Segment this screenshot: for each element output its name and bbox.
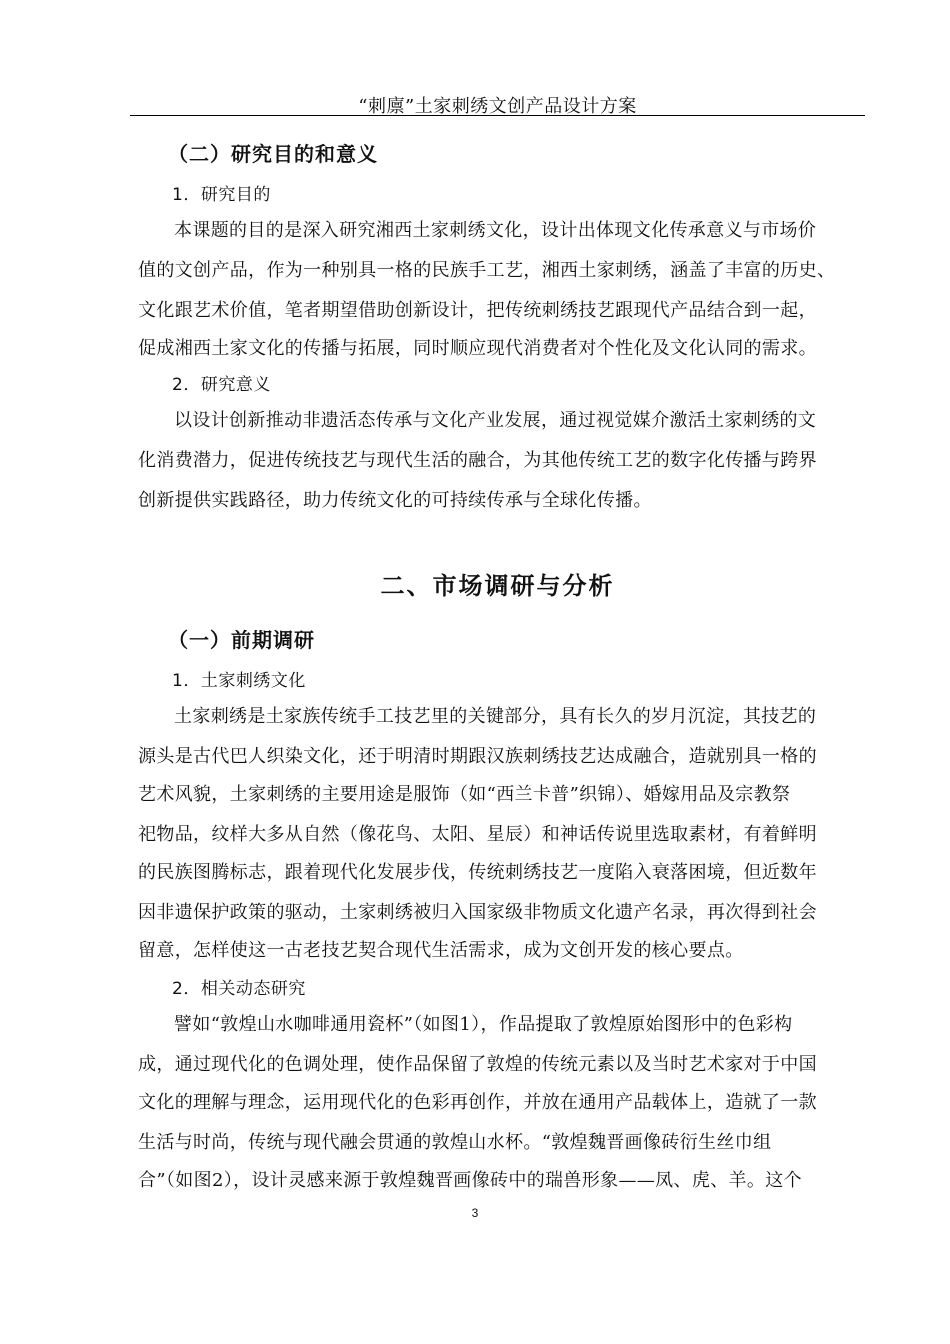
paragraph-line: 以设计创新推动非遗活态传承与文化产业发展，通过视觉媒介激活土家刺绣的文 [174, 410, 817, 431]
paragraph-line: 化消费潜力，促进传统技艺与现代生活的融合，为其他传统工艺的数字化传播与跨界 [138, 450, 817, 471]
header-rule [130, 115, 865, 116]
paragraph-line: 的民族图腾标志，跟着现代化发展步伐，传统刺绣技艺一度陷入衰落困境，但近数年 [138, 862, 817, 883]
paragraph-line: 促成湘西土家文化的传播与拓展，同时顺应现代消费者对个性化及文化认同的需求。 [138, 338, 817, 359]
subheading-research-significance: 2．研究意义 [172, 375, 271, 395]
section-heading-preliminary-research: （一）前期调研 [168, 628, 315, 652]
paragraph-line: 艺术风貌，土家刺绣的主要用途是服饰（如“西兰卡普”织锦）、婚嫁用品及宗教祭 [138, 784, 791, 805]
paragraph-line: 文化跟艺术价值，笔者期望借助创新设计，把传统刺绣技艺跟现代产品结合到一起， [138, 300, 817, 321]
subheading-tujia-embroidery-culture: 1．土家刺绣文化 [172, 671, 306, 691]
paragraph-line: 留意，怎样使这一古老技艺契合现代生活需求，成为文创开发的核心要点。 [138, 940, 744, 961]
paragraph-line: 文化的理解与理念，运用现代化的色彩再创作，并放在通用产品载体上，造就了一款 [138, 1092, 817, 1113]
subheading-research-purpose: 1．研究目的 [172, 185, 271, 205]
paragraph-line: 土家刺绣是土家族传统手工技艺里的关键部分，具有长久的岁月沉淀，其技艺的 [174, 706, 817, 727]
paragraph-line: 源头是古代巴人织染文化，还于明清时期跟汉族刺绣技艺达成融合，造就别具一格的 [138, 746, 817, 767]
paragraph-line: 譬如“敦煌山水咖啡通用瓷杯”（如图1），作品提取了敦煌原始图形中的色彩构 [174, 1014, 793, 1035]
paragraph-line: 生活与时尚，传统与现代融会贯通的敦煌山水杯。“敦煌魏晋画像砖衍生丝巾组 [138, 1132, 772, 1153]
page-number: 3 [471, 1206, 479, 1220]
chapter-heading: 二、市场调研与分析 [380, 572, 615, 600]
paragraph-line: 祀物品，纹样大多从自然（像花鸟、太阳、星辰）和神话传说里选取素材，有着鲜明 [138, 824, 817, 845]
paragraph-line: 值的文创产品，作为一种别具一格的民族手工艺，湘西土家刺绣，涵盖了丰富的历史、 [138, 260, 836, 281]
paragraph-line: 合”（如图2），设计灵感来源于敦煌魏晋画像砖中的瑞兽形象——凤、虎、羊。这个 [138, 1170, 802, 1191]
section-heading-purpose: （二）研究目的和意义 [168, 142, 378, 166]
paragraph-line: 本课题的目的是深入研究湘西土家刺绣文化，设计出体现文化传承意义与市场价 [174, 220, 817, 241]
subheading-related-research: 2．相关动态研究 [172, 979, 306, 999]
running-header: “刺廪”土家刺绣文创产品设计方案 [358, 96, 637, 117]
paragraph-line: 成，通过现代化的色调处理，使作品保留了敦煌的传统元素以及当时艺术家对于中国 [138, 1054, 817, 1075]
paragraph-line: 创新提供实践路径，助力传统文化的可持续传承与全球化传播。 [138, 490, 652, 511]
paragraph-line: 因非遗保护政策的驱动，土家刺绣被归入国家级非物质文化遗产名录，再次得到社会 [138, 902, 817, 923]
